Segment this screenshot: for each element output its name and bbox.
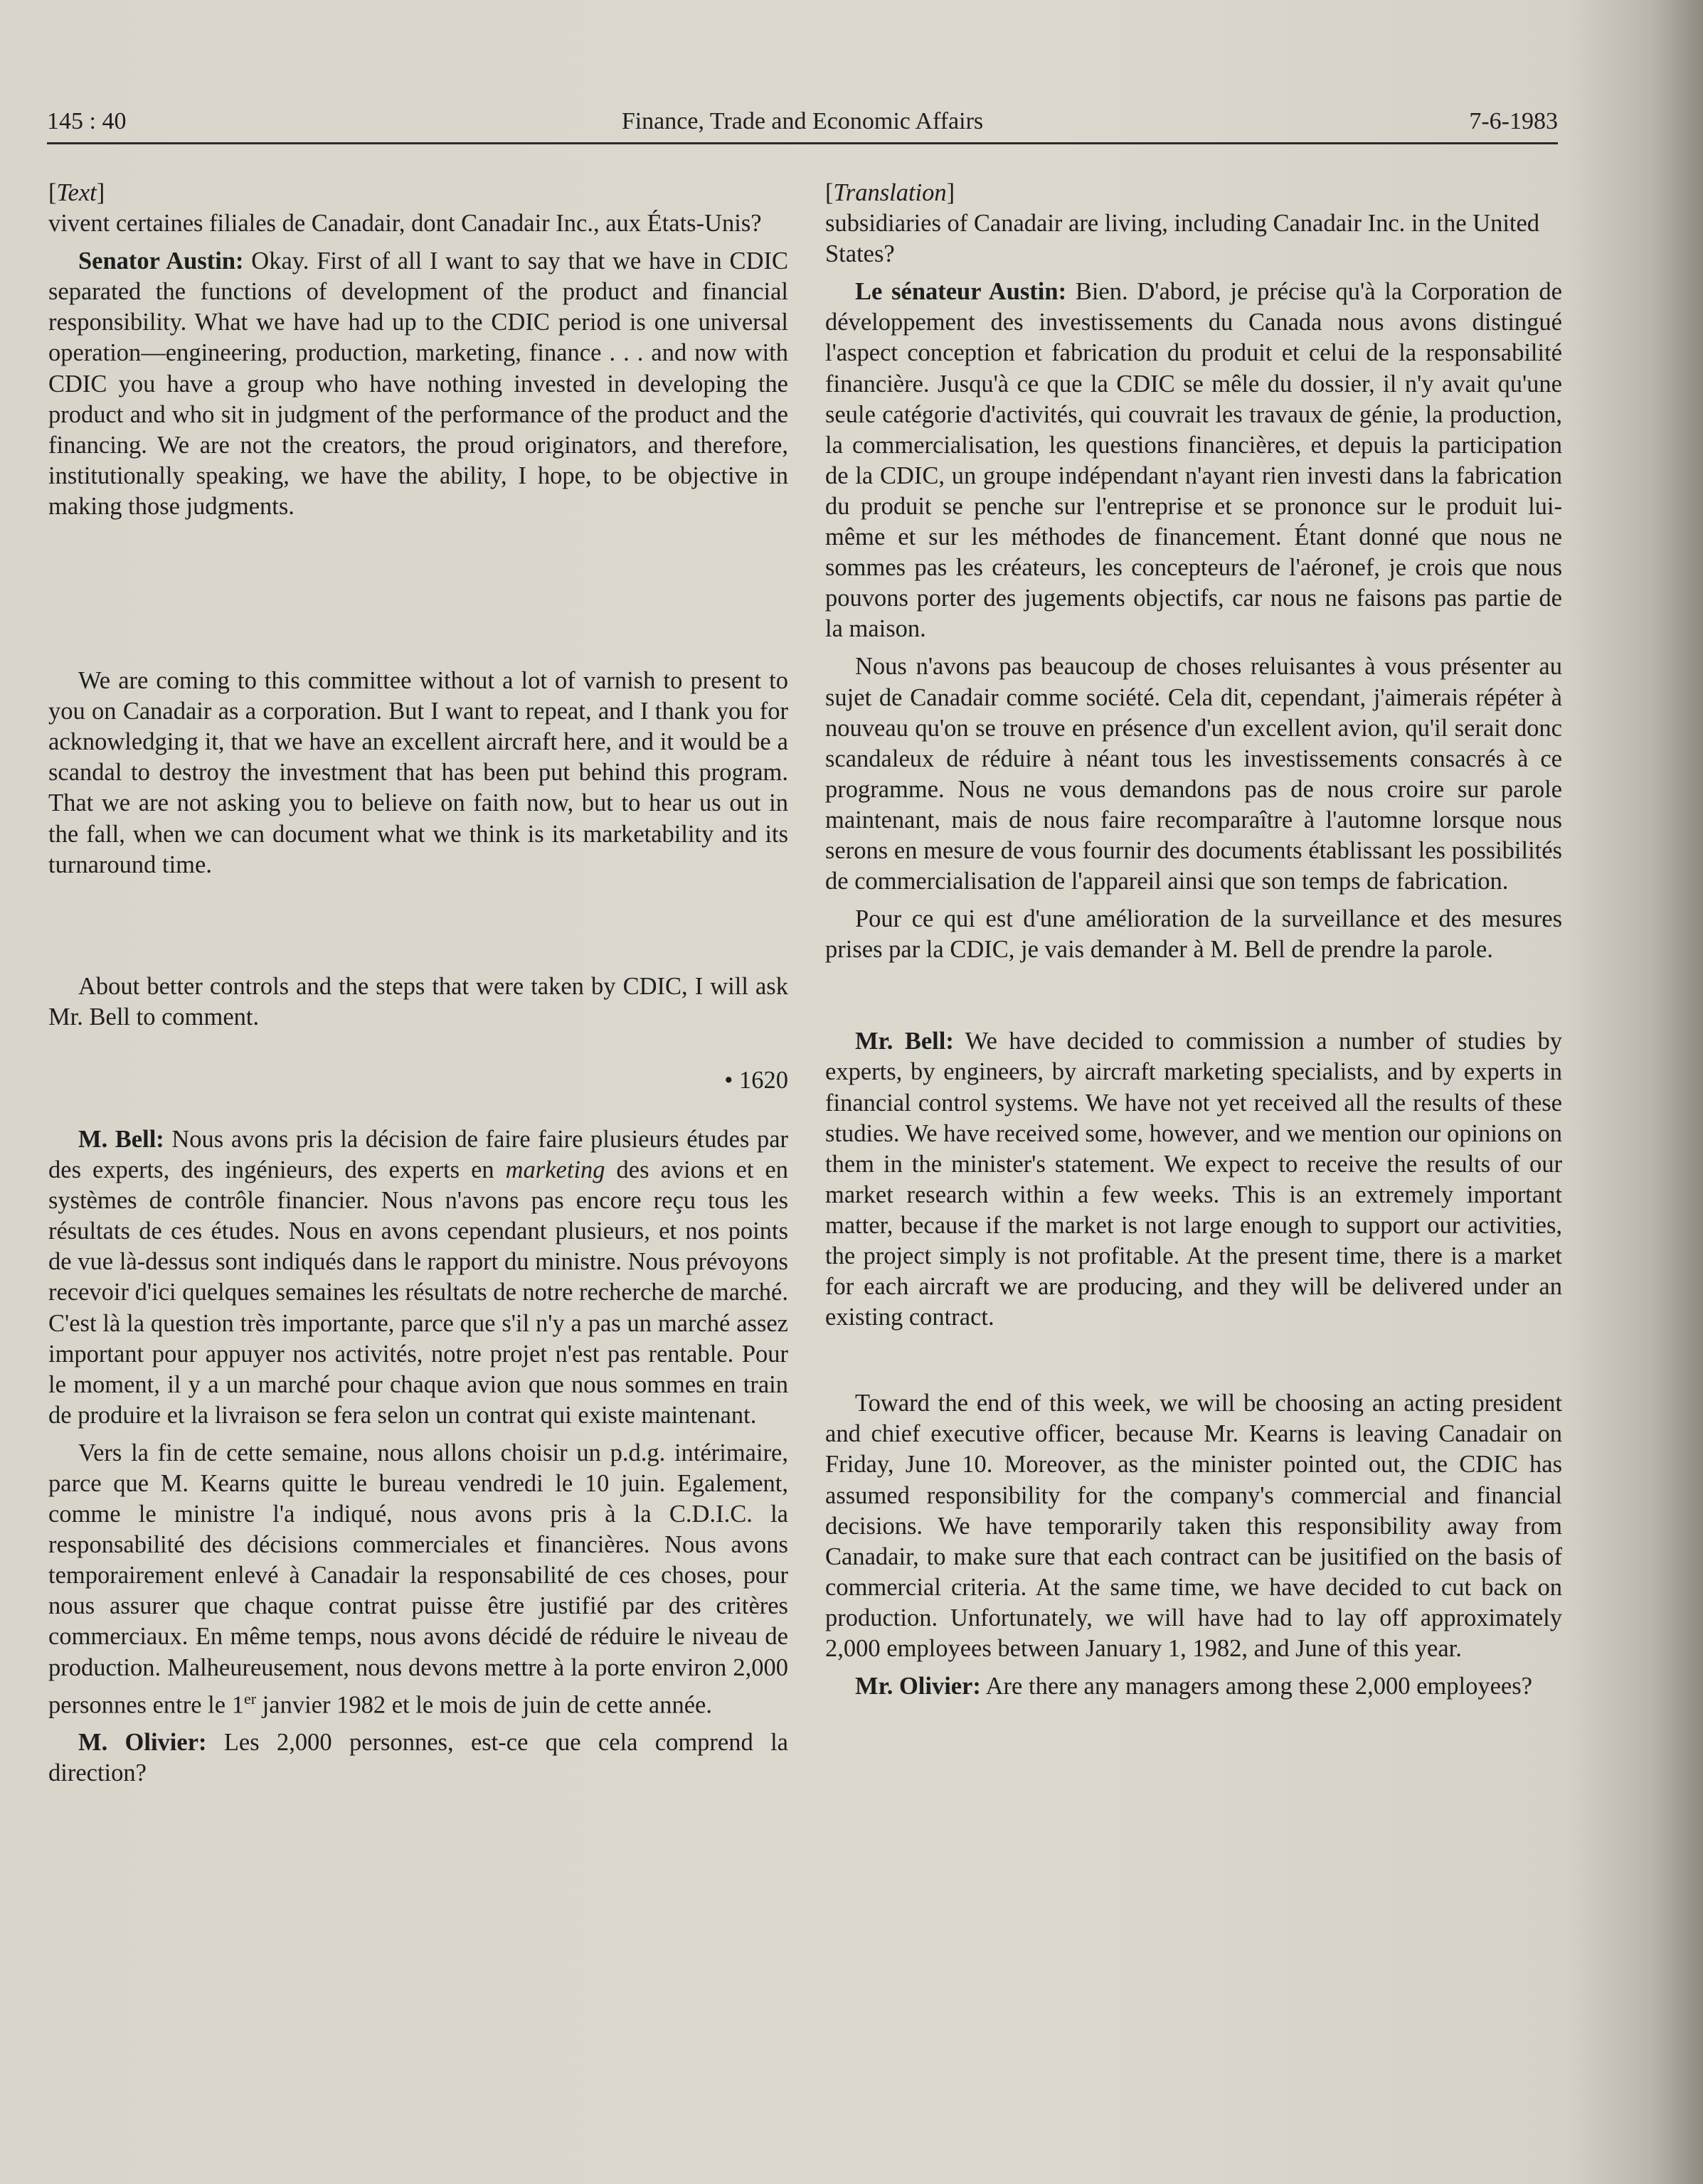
speaker-name: Mr. Olivier: xyxy=(855,1673,981,1700)
speaker-name: Senator Austin: xyxy=(78,247,244,275)
right-paragraph-3: Nous n'avons pas beaucoup de choses reluisantes à vous présenter au sujet de Canadair comme société. Cela dit, cependant, j'aimerais répéter à nouveau qu'on se trouve en présence d'un excellent avion, qu'il serait donc scandaleux de réduire à néant tous les investissements consacrés à ce programme. Nous ne vous demandons pas de nous croire sur parole maintenant, mais de nous faire recomparaître à l'automne lorsque nous serons en mesure de vous fournir des documents établissant les possibilités de commercialisation de l'appareil ainsi que son temps de fabrication. xyxy=(825,653,1562,895)
header-date: 7-6-1983 xyxy=(1469,108,1558,134)
translation-label: [Translation] xyxy=(825,179,955,206)
speaker-name: Mr. Bell: xyxy=(855,1028,954,1055)
right-paragraph-5: Mr. Bell: We have decided to commission a number of studies by experts, by engineers, by aircraft marketing specialists, and by experts in financial control systems. We have not yet received all the results of these studies. We have received some, however, and we mention our opinions on them in the minister's statement. We expect to receive the results of our market research within a few weeks. This is an extremely important matter, because if the market is not large enough to support our activities, the project simply is not profitable. At the present time, there is a market for each aircraft we are producing, and they will be delivered under an existing contract. xyxy=(825,1028,1562,1331)
left-paragraph-3: We are coming to this committee without a lot of varnish to present to you on Canadair as a corporation. But I want to repeat, and I thank you for acknowledging it, that we have an excellent aircraft here, and it would be a scandal to destroy the investment that has been put behind this program. That we are not asking you to believe on faith now, but to hear us out in the fall, when we can document what we think is its marketability and its turnaround time. xyxy=(48,667,788,878)
publication-title: Finance, Trade and Economic Affairs xyxy=(621,108,984,134)
text-label: [Text] xyxy=(48,179,105,206)
left-paragraph-2: Senator Austin: Okay. First of all I want to say that we have in CDIC separated the functions of development of the product and financial responsibility. What we have had up to the CDIC period is one universal operation—engineering, production, marketing, finance . . . and now with CDIC you have a group who have nothing invested in developing the product and who sit in judgment of the performance of the product and the financing. We are not the creators, the proud originators, and therefore, institutionally speaking, we have the ability, I hope, to be objective in making those judgments. xyxy=(48,247,788,520)
page-header xyxy=(47,107,1558,144)
right-paragraph-7: Mr. Olivier: Are there any managers among these 2,000 employees? xyxy=(855,1673,1532,1700)
left-column xyxy=(48,178,788,1789)
right-paragraph-6: Toward the end of this week, we will be choosing an acting president and chief executive officer, because Mr. Kearns is leaving Canadair on Friday, June 10. Moreover, as the minister pointed out, the CDIC has assumed responsibility for the company's commercial and financial decisions. We have temporarily taken this responsibility away from Canadair, to make sure that each contract can be jusitified on the basis of commercial criteria. At the same time, we have decided to cut back on production. Unfortunately, we will have had to lay off approximately 2,000 employees between January 1, 1982, and June of this year. xyxy=(825,1390,1562,1663)
right-column xyxy=(825,178,1562,1702)
left-paragraph-1: vivent certaines filiales de Canadair, dont Canadair Inc., aux États-Unis? xyxy=(48,210,762,238)
right-paragraph-2: Le sénateur Austin: Bien. D'abord, je précise qu'à la Corporation de développement des investissements du Canada nous avons distingué l'aspect conception et fabrication du produit et celui de la responsabilité financière. Jusqu'à ce que la CDIC se mêle du dossier, il n'y avait qu'une seule catégorie d'activités, qui couvrait les travaux de génie, la production, la commercialisation, les questions financières, et depuis la participation de la CDIC, un groupe indépendant n'ayant rien investi dans la fabrication du produit se penche sur l'entreprise et se prononce sur le produit lui-même et sur les méthodes de financement. Étant donné que nous ne sommes pas les créateurs, les concepteurs de l'aéronef, je crois que nous pouvons porter des jugements objectifs, car nous ne faisons pas partie de la maison. xyxy=(825,278,1562,643)
speaker-name: Le sénateur Austin: xyxy=(855,278,1067,306)
page-reference: 145 : 40 xyxy=(47,108,127,134)
left-paragraph-7: M. Olivier: Les 2,000 personnes, est-ce que cela comprend la direction? xyxy=(48,1729,788,1787)
speaker-name: M. Bell: xyxy=(78,1125,164,1153)
right-paragraph-4: Pour ce qui est d'une amélioration de la surveillance et des mesures prises par la CDIC, je vais demander à M. Bell de prendre la parole. xyxy=(825,905,1562,964)
speaker-name: M. Olivier: xyxy=(78,1729,207,1757)
left-paragraph-5: M. Bell: Nous avons pris la décision de faire faire plusieurs études par des experts, des ingénieurs, des experts en marketing des avions et en systèmes de contrôle financier. Nous n'avons pas encore reçu tous les résultats de ces études. Nous en avons cependant plusieurs, et nos points de vue là-dessus sont indiqués dans le rapport du ministre. Nous prévoyons recevoir d'ici quelques semaines les résultats de notre recherche de marché. C'est là la question très importante, parce que s'il n'y a pas un marché assez important pour appuyer nos activités, notre projet n'est pas rentable. Pour le moment, il y a un marché pour chaque avion que nous sommes en train de produire et la livraison se fera selon un contrat qui existe maintenant. xyxy=(48,1125,789,1429)
left-paragraph-6: Vers la fin de cette semaine, nous allons choisir un p.d.g. intérimaire, parce que M. Kearns quitte le bureau vendredi le 10 juin. Egalement, comme le ministre l'a indiqué, nous avons pris à la C.D.I.C. la responsabilité des décisions commerciales et financières. Nous avons temporairement enlevé à Canadair la responsabilité de ces choses, pour nous assurer que chaque contrat puisse être justifié par des critères commerciaux. En même temps, nous avons décidé de réduire le niveau de production. Malheureusement, nous devons mettre à la porte environ 2,000 personnes entre le 1er janvier 1982 et le mois de juin de cette année. xyxy=(48,1439,788,1719)
right-paragraph-1: subsidiaries of Canadair are living, including Canadair Inc. in the United States? xyxy=(825,210,1540,268)
left-paragraph-4: About better controls and the steps that were taken by CDIC, I will ask Mr. Bell to comment. xyxy=(48,972,788,1030)
time-marker: • 1620 xyxy=(724,1066,788,1094)
